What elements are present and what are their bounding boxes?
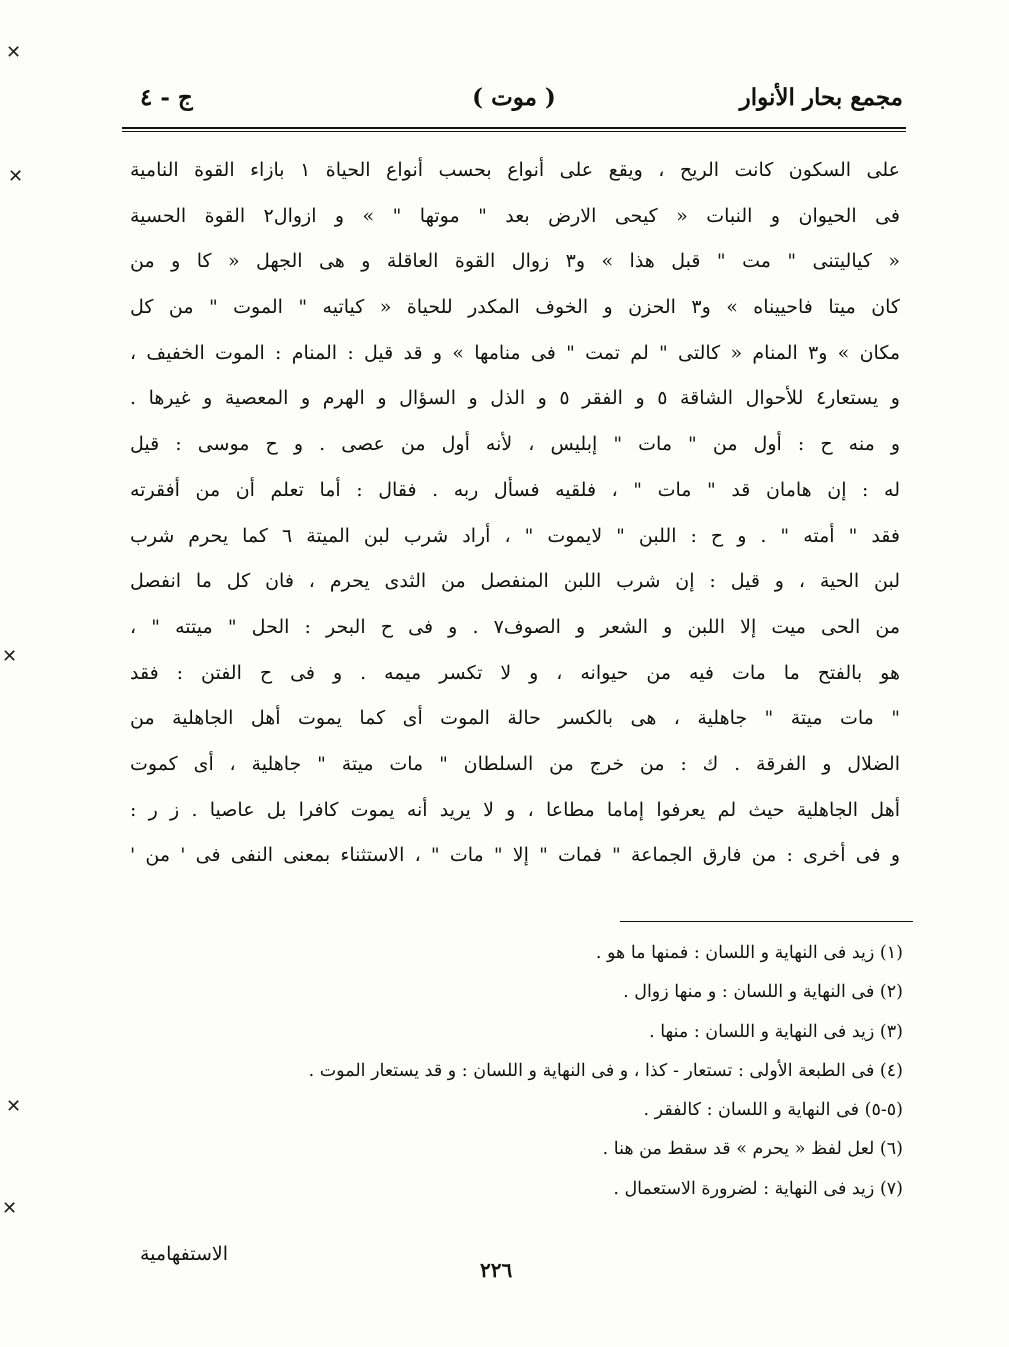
header-rule-thin xyxy=(122,131,906,132)
text-line: و منه ح : أول من " مات " إبليس ، لأنه أول من عصى . و ح موسى : قيل xyxy=(130,433,900,456)
scan-mark: ✕ xyxy=(8,166,24,187)
entry-root: ( موت ) xyxy=(472,84,556,111)
text-line: هو بالفتح ما مات فيه من حيوانه ، و لا تكسر ميمه . و فى ح الفتن : فقد xyxy=(130,661,900,684)
footnote: (٢) فى النهاية و اللسان : و منها زوال . xyxy=(623,982,903,1003)
footnote: (٣) زيد فى النهاية و اللسان : منها . xyxy=(649,1021,903,1042)
text-line: « كياليتنى " مت " قبل هذا » و٣ زوال القوة العاقلة و هى الجهل « كا و من xyxy=(130,250,900,273)
text-line: مكان » و٣ المنام « كالتى " لم تمت " فى منامها » و قد قيل : المنام : الموت الخفيف ، xyxy=(130,341,900,364)
text-line: من الحى ميت إلا اللبن و الشعر و الصوف٧ . و فى ح البحر : الحل " ميتته " ، xyxy=(130,615,900,638)
scan-mark: ✕ xyxy=(6,42,22,63)
text-line: فقد " أمته " . و ح : اللبن " لايموت " ، أراد شرب لبن الميتة ٦ كما يحرم شرب xyxy=(130,524,900,547)
page-number: ٢٢٦ xyxy=(480,1258,513,1282)
scan-mark: ✕ xyxy=(2,646,18,667)
catchword: الاستفهامية xyxy=(140,1243,229,1265)
text-line: لبن الحية ، و قيل : إن شرب اللبن المنفصل من الثدى يحرم ، فان كل ما انفصل xyxy=(130,570,900,593)
text-line: فى الحيوان و النبات « كيحى الارض بعد " موتها " » و ازوال٢ القوة الحسية xyxy=(130,204,900,227)
text-line: و فى أخرى : من فارق الجماعة " فمات " إلا " مات " ، الاستثناء بمعنى النفى فى ' من ' xyxy=(130,844,900,867)
scan-mark: ✕ xyxy=(2,1198,18,1219)
scan-mark: ✕ xyxy=(6,1096,22,1117)
text-line: " مات ميتة " جاهلية ، هى بالكسر حالة الموت أى كما يموت أهل الجاهلية من xyxy=(130,707,900,730)
footnote: (٤) فى الطبعة الأولى : تستعار - كذا ، و فى النهاية و اللسان : و قد يستعار الموت . xyxy=(308,1060,903,1081)
footnote: (١) زيد فى النهاية و اللسان : فمنها ما هو . xyxy=(595,943,903,963)
footnote: (٧) زيد فى النهاية : لضرورة الاستعمال . xyxy=(613,1178,903,1199)
text-line: على السكون كانت الريح ، ويقع على أنواع بحسب أنواع الحياة ١ بازاء القوة النامية xyxy=(130,159,900,181)
text-line: الضلال و الفرقة . ك : من خرج من السلطان " مات ميتة " جاهلية ، أى كموت xyxy=(130,752,900,775)
main-text xyxy=(130,148,900,879)
text-line: له : إن هامان قد " مات " ، فلقيه فسأل ربه . فقال : أما تعلم أن من أفقرته xyxy=(130,478,900,501)
text-line: كان ميتا فاحييناه » و٣ الحزن و الخوف المكدر للحياة « كياتيه " الموت " من كل xyxy=(130,296,900,319)
volume-number: ج - ٤ xyxy=(140,84,193,111)
book-title: مجمع بحار الأنوار xyxy=(739,84,903,111)
text-line: و يستعار٤ للأحوال الشاقة ٥ و الفقر ٥ و الذل و السؤال و الهرم و المعصية و غيرها . xyxy=(130,387,900,410)
footnote-rule xyxy=(620,921,913,922)
header-rule xyxy=(122,127,906,129)
footnote: (٥-٥) فى النهاية و اللسان : كالفقر . xyxy=(643,1100,903,1121)
footnote: (٦) لعل لفظ « يحرم » قد سقط من هنا . xyxy=(602,1139,903,1160)
running-header xyxy=(125,84,903,124)
text-line: أهل الجاهلية حيث لم يعرفوا إماما مطاعا ، و لا يريد أنه يموت كافرا بل عاصيا . ز ر : xyxy=(130,798,900,821)
footnotes xyxy=(123,934,903,1209)
